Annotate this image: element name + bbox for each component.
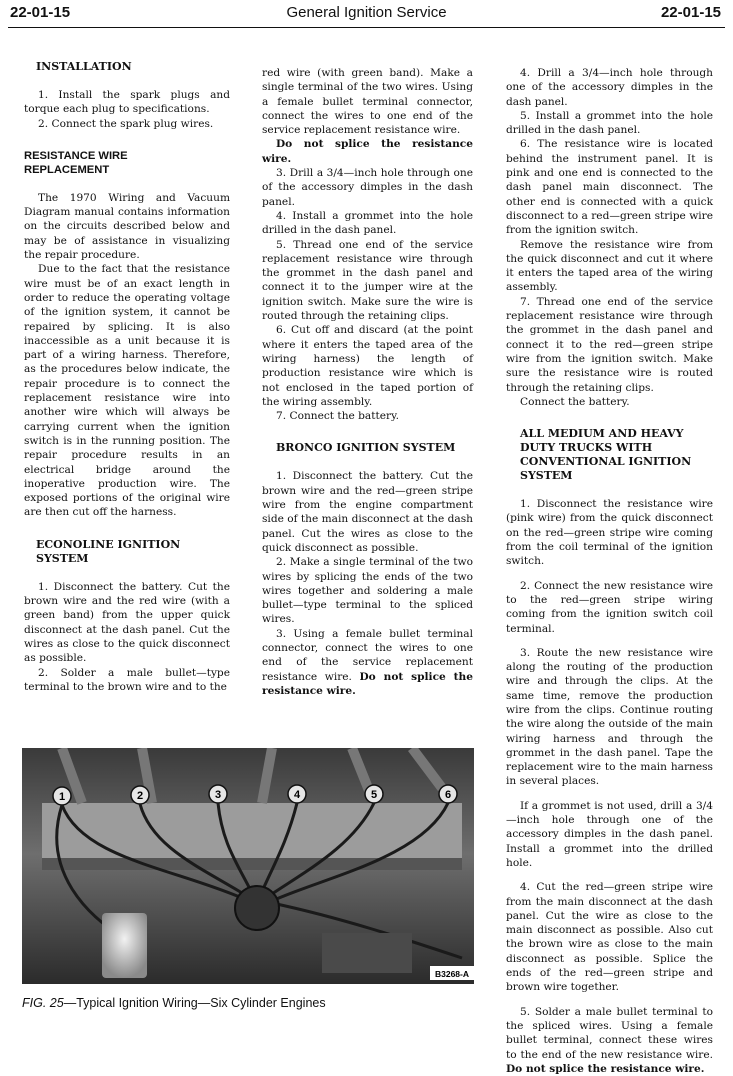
- bronco-step-6-cont: Remove the resistance wire from the quick disconnect and cut it where it enters the taped area of the wiring assembly.: [506, 238, 713, 294]
- cyl-label-1: 1: [58, 791, 66, 803]
- header-rule: [8, 27, 725, 28]
- heading-econoline: ECONOLINE IGNITION SYSTEM: [36, 537, 181, 565]
- oil-filter: [102, 913, 147, 978]
- page-header: [0, 4, 733, 26]
- column-1: [24, 60, 230, 694]
- install-step-2: 2. Connect the spark plug wires.: [38, 117, 214, 130]
- bronco-step-6: 6. The resistance wire is located behind the instrument panel. It is pink and one end is connected to the dash panel main disconnect. The other end is connected with a quick disconnect to a red—green stripe wire from the ignition switch.: [506, 138, 713, 237]
- cyl-label-4: 4: [293, 789, 301, 801]
- heading-resistance-wire: RESISTANCE WIRE REPLACEMENT: [24, 149, 128, 176]
- heading-heavy-duty: ALL MEDIUM AND HEAVY DUTY TRUCKS WITH CONVENTIONAL IGNITION SYSTEM: [520, 427, 692, 483]
- running-title: General Ignition Service: [286, 4, 447, 21]
- econoline-step-4: 4. Install a grommet into the hole drilled in the dash panel.: [262, 209, 473, 237]
- heavy-step-5: 5. Solder a male bullet terminal to the spliced wires. Using a female bullet terminal, connect these wires to the end of the new resistance wire. Do not splice the resistance wire.: [506, 1005, 713, 1075]
- resistance-paragraph-1: The 1970 Wiring and Vacuum Diagram manual contains information on the circuits described below and may be of assistance in visualizing the repair procedure.: [24, 191, 230, 262]
- bronco-step-2: 2. Make a single terminal of the two wires by splicing the ends of the two wires together and soldering a male bullet—type terminal to the spliced wires.: [262, 556, 473, 626]
- cyl-label-5: 5: [370, 789, 378, 801]
- engine-block: [42, 803, 462, 863]
- engine-lower-part: [322, 933, 412, 973]
- econoline-step-5: 5. Thread one end of the service replacement resistance wire through the grommet in the dash panel and connect it to the jumper wire at the ignition switch. Make sure the wire is routed through the retaining clips.: [262, 238, 473, 323]
- photo-code: B3268-A: [434, 969, 470, 979]
- bronco-step-3: 3. Using a female bullet terminal connector, connect the wires to one end of the service replacement resistance wire. Do not splice the resistance wire.: [262, 627, 473, 697]
- figure-caption: [22, 996, 326, 1010]
- column-3: [506, 66, 713, 1076]
- econoline-step-6: 6. Cut off and discard (at the point where it enters the taped area of the wiring harness) the length of production resistance wire which is not enclosed in the taped portion of the wiring assembly.: [262, 324, 473, 408]
- figure-caption-text: —Typical Ignition Wiring—Six Cylinder Engines: [63, 996, 326, 1010]
- econoline-step-1: 1. Disconnect the battery. Cut the brown wire and the red wire (with a green band) from the upper quick disconnect at the dash panel. Cut the wires as close to the quick disconnect as possible.: [24, 580, 230, 665]
- heading-installation: INSTALLATION: [36, 60, 132, 73]
- heavy-step-3: 3. Route the new resistance wire along the routing of the production wire and through the clips. At the same time, remove the production wire from the clips. Continue routing the wire along the outside of the main wiring harness and through the grommet in the dash panel. Tape the replacement wire to the main harness in several places.: [506, 646, 713, 788]
- bronco-step-4: 4. Drill a 3/4—inch hole through one of the accessory dimples in the dash panel.: [506, 67, 713, 108]
- figure-number: FIG. 25: [22, 996, 64, 1010]
- heavy-step-3-cont: If a grommet is not used, drill a 3/4—inch hole through one of the accessory dimples in the dash panel. Install a grommet into the drilled hole.: [506, 799, 713, 869]
- bronco-step-5: 5. Install a grommet into the hole drilled in the dash panel.: [506, 109, 713, 137]
- engine-block-edge: [42, 858, 462, 870]
- bronco-step-7-cont: Connect the battery.: [520, 395, 630, 408]
- distributor-cap: [235, 886, 279, 930]
- bronco-step-1: 1. Disconnect the battery. Cut the brown wire and the red—green stripe wire from the engine compartment side of the main disconnect at the dash panel. Cut the wires as close to the quick disconnect as possible.: [262, 470, 473, 554]
- econoline-step-3: 3. Drill a 3/4—inch hole through one of the accessory dimples in the dash panel.: [262, 167, 473, 208]
- econoline-step-2-cont: red wire (with green band). Make a single terminal of the two wires. Using a female bullet terminal connector, connect the wires to one end of the service replacement resistance wire.: [262, 67, 473, 137]
- heavy-step-1: 1. Disconnect the resistance wire (pink wire) from the quick disconnect on the red—green stripe wire coming from the coil terminal of the ignition switch.: [506, 498, 713, 568]
- engine-photo-illustration: [22, 748, 474, 984]
- warning-no-splice: Do not splice the resistance wire.: [262, 138, 473, 165]
- heavy-step-4: 4. Cut the red—green stripe wire from the main disconnect at the dash panel. Cut the wire as close to the main disconnect as possible. Also cut the brown wire as close to the main disconnect as possible. Splice the ends of the red—green stripe and brown wire together.: [506, 881, 713, 994]
- page-number-right: 22-01-15: [660, 4, 721, 21]
- page-number-left: 22-01-15: [10, 4, 71, 21]
- engine-wiring-photo: [22, 748, 474, 984]
- econoline-step-7: 7. Connect the battery.: [276, 410, 400, 423]
- heavy-step-2: 2. Connect the new resistance wire to the red—green stripe wiring coming from the ignition switch coil terminal.: [506, 579, 713, 635]
- cyl-label-2: 2: [136, 790, 144, 802]
- bronco-step-7: 7. Thread one end of the service replacement resistance wire through the grommet in the dash panel and connect it to the red—green stripe wire from the ignition switch. Make sure the resistance wire is routed through the retaining clips.: [506, 295, 713, 394]
- column-2: [262, 66, 473, 698]
- heading-bronco: BRONCO IGNITION SYSTEM: [276, 441, 456, 455]
- cyl-label-3: 3: [214, 789, 222, 801]
- cyl-label-6: 6: [444, 789, 452, 801]
- install-step-1: 1. Install the spark plugs and torque each plug to specifications.: [24, 89, 230, 116]
- econoline-step-2: 2. Solder a male bullet—type terminal to the brown wire and to the: [24, 666, 230, 693]
- resistance-paragraph-2: Due to the fact that the resistance wire must be of an exact length in order to reduce the operating voltage of the ignition system, it cannot be repaired by splicing. It is also inaccessible as a unit because it is part of a wiring harness. Therefore, as the procedures below indicate, the repair procedure is to connect the replacement resistance wire into another wire which will always be carrying current when the ignition switch is in the running position. The repair procedure results in an electrical bridge around the inoperative production wire. The exposed portions of the original wire are then cut off the harness.: [24, 263, 230, 519]
